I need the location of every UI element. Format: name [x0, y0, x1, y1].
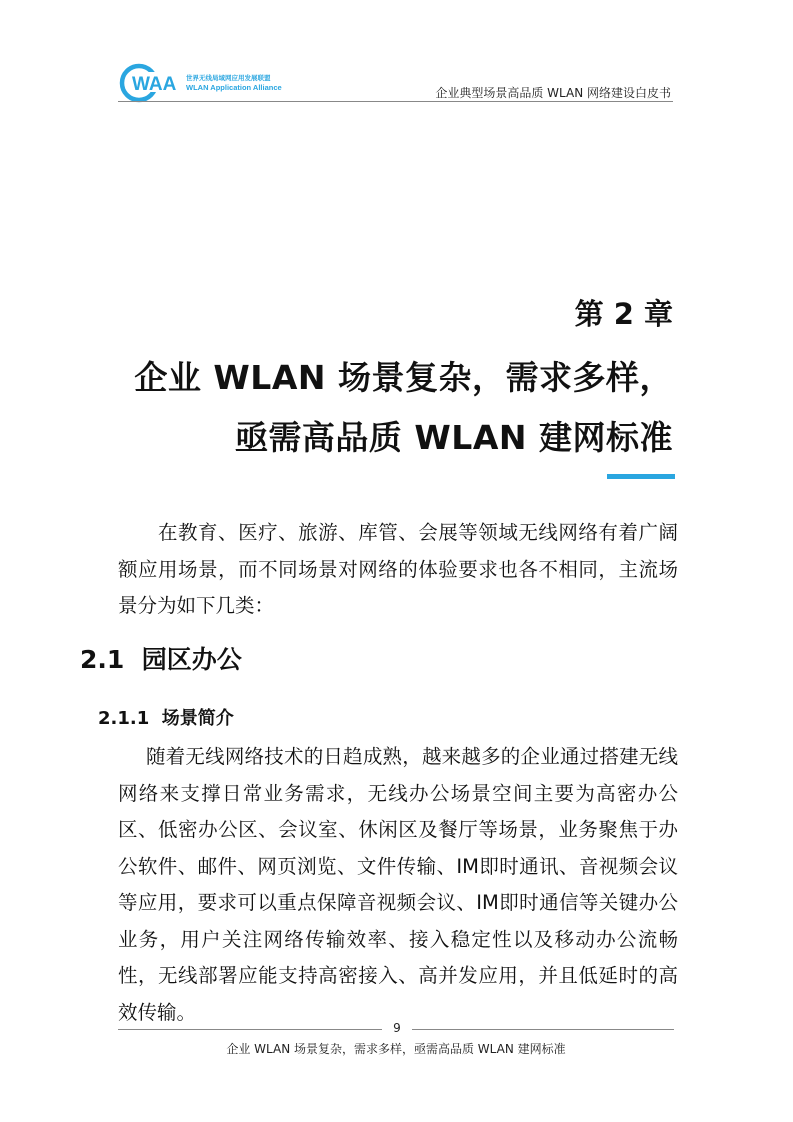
header-doc-title: 企业典型场景高品质 WLAN 网络建设白皮书: [435, 86, 671, 100]
waa-logo: [118, 62, 318, 104]
section-title: 园区办公: [141, 645, 242, 674]
subsection-number: 2.1.1: [98, 708, 150, 729]
page-header: [0, 0, 793, 110]
section-number: 2.1: [80, 645, 125, 674]
section-heading: [80, 640, 242, 676]
page-number: 9: [393, 1021, 401, 1035]
chapter-title-underline: [607, 474, 675, 479]
logo-line-en: WLAN Application Alliance: [186, 83, 282, 92]
logo-line-cn: 世界无线局域网应用发展联盟: [186, 75, 271, 82]
footer-divider-right: [412, 1029, 674, 1030]
chapter-title-line-2: 亟需高品质 WLAN 建网标准: [234, 418, 673, 457]
logo-text: [186, 74, 282, 93]
footer-divider-left: [118, 1029, 382, 1030]
subsection-title: 场景简介: [161, 708, 234, 729]
chapter-title-line-1: 企业 WLAN 场景复杂，需求多样，: [134, 358, 673, 397]
subsection-heading: [98, 704, 234, 730]
header-divider: [118, 101, 673, 102]
footer-chapter-title: 企业 WLAN 场景复杂，需求多样，亟需高品质 WLAN 建网标准: [226, 1042, 566, 1056]
intro-paragraph: 在教育、医疗、旅游、库管、会展等领域无线网络有着广阔额应用场景，而不同场景对网络的体验要求也各不相同，主流场景分为如下几类：: [118, 521, 678, 617]
waa-logo-icon: [118, 62, 180, 104]
logo-mark-text: WAA: [132, 74, 177, 95]
body-paragraph: 随着无线网络技术的日趋成熟，越来越多的企业通过搭建无线网络来支撑日常业务需求，无线办公场景空间主要为高密办公区、低密办公区、会议室、休闲区及餐厅等场景，业务聚焦于办公软件、邮件、网页浏览、文件传输、IM即时通讯、音视频会议等应用，要求可以重点保障音视频会议、IM即时通信等关键办公业务，用户关注网络传输效率、接入稳定性以及移动办公流畅性，无线部署应能支持高密接入、高并发应用，并且低延时的高效传输。: [118, 745, 678, 1024]
chapter-number: 第 2 章: [574, 297, 673, 331]
